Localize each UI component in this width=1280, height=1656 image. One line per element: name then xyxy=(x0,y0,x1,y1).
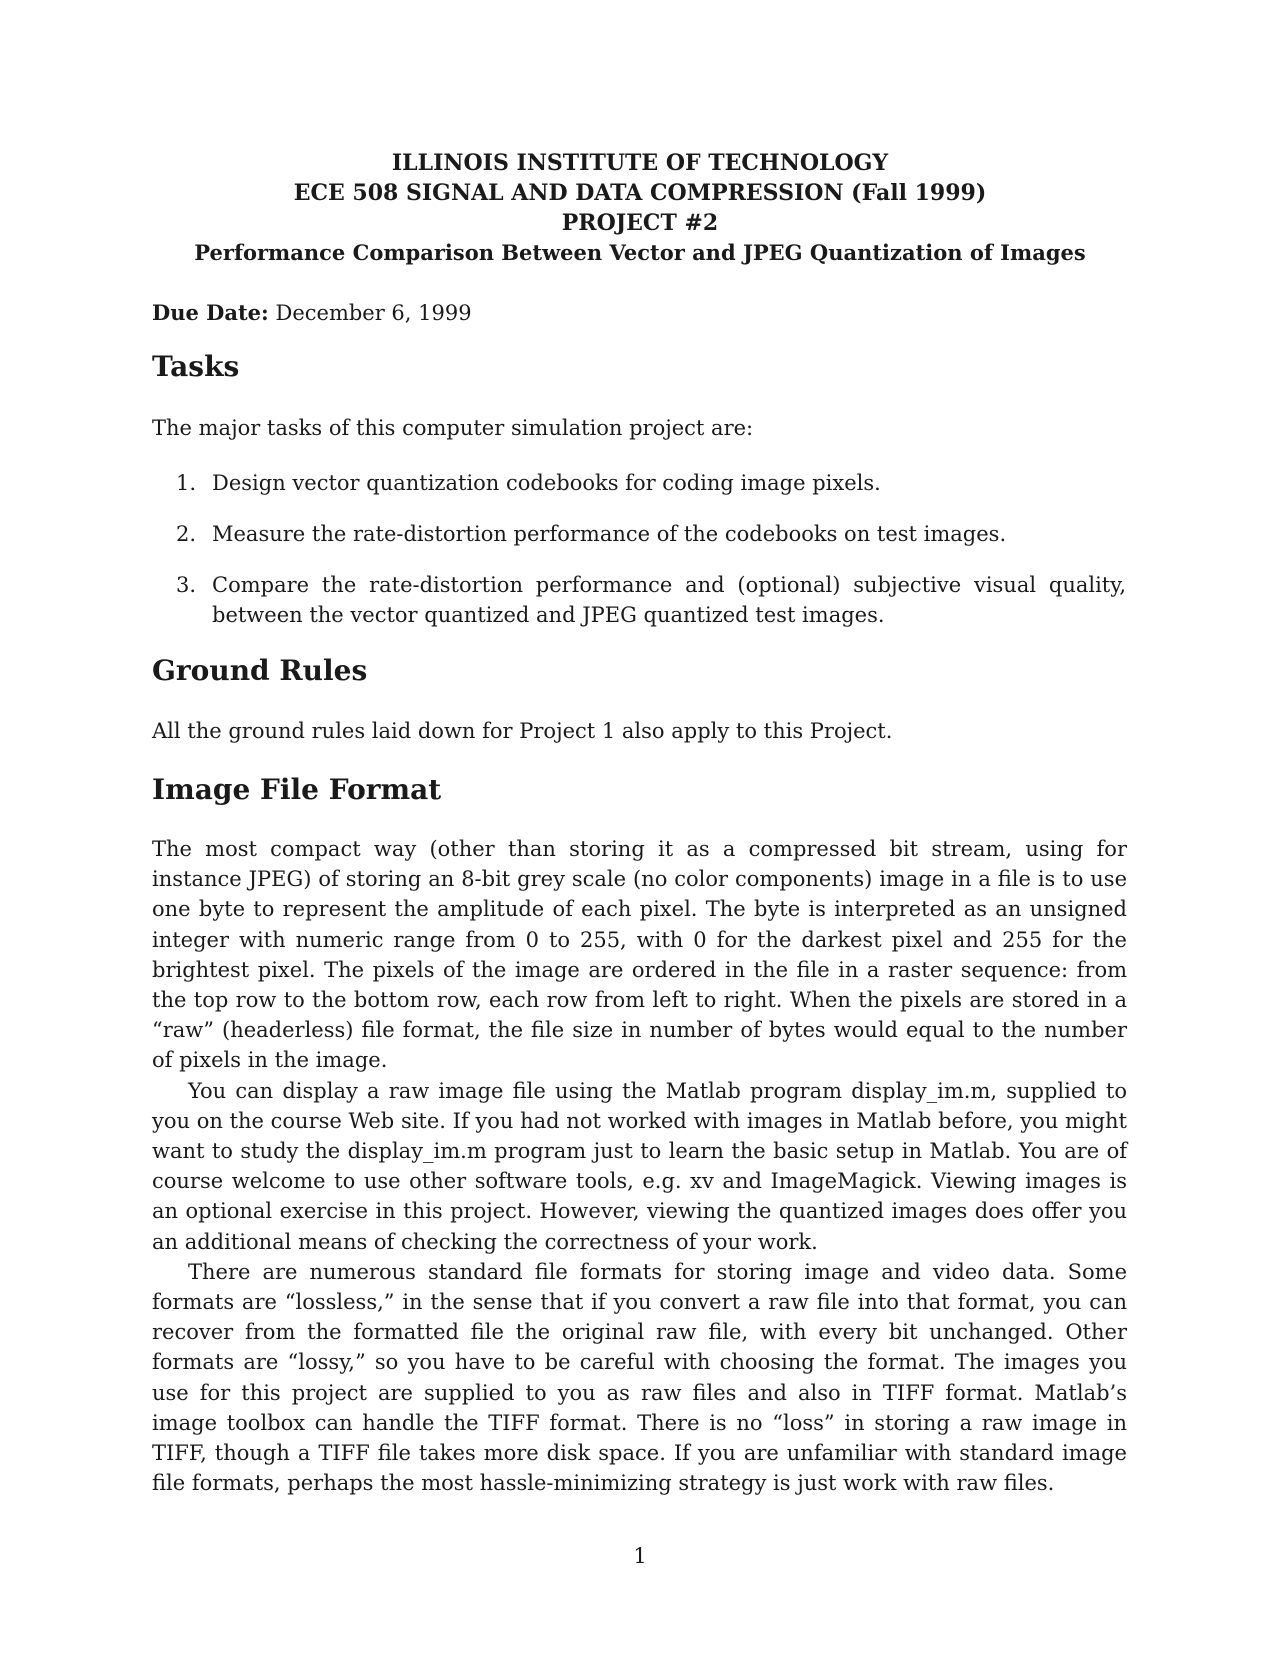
project-subtitle: Performance Comparison Between Vector and JPEG Quantization of Images xyxy=(194,240,1086,265)
tasks-intro: The major tasks of this computer simulation project are: xyxy=(152,416,754,440)
list-item xyxy=(176,570,1126,630)
list-item-number: 3. xyxy=(176,573,197,597)
list-item xyxy=(176,519,1126,549)
image-file-format-heading: Image File Format xyxy=(152,773,442,806)
ground-rules-text: All the ground rules laid down for Project 1 also apply to this Project. xyxy=(152,719,893,743)
list-item-number: 1. xyxy=(176,471,197,495)
due-date-value: December 6, 1999 xyxy=(275,301,472,325)
page-number: 1 xyxy=(633,1544,647,1568)
paragraph: There are numerous standard file formats for storing image and video data. Some formats are “lossless,” in the sense that if you convert a raw file into that format, you can recover from the formatted file the original raw file, with every bit unchanged. Other formats are “lossy,” so you have to be careful with choosing the format. The images you use for this project are supplied to you as raw files and also in TIFF format. Matlab’s image toolbox can handle the TIFF format. There is no “loss” in storing a raw image in TIFF, though a TIFF file takes more disk space. If you are unfamiliar with standard image file formats, perhaps the most hassle-minimizing strategy is just work with raw files. xyxy=(152,1259,1127,1496)
image-file-format-body xyxy=(152,834,1127,1498)
document-header xyxy=(140,148,1140,268)
due-date-label: Due Date: xyxy=(152,300,269,325)
list-item-text: Compare the rate-distortion performance and (optional) subjective visual quality, between the vector quantized and JPEG quantized test images. xyxy=(212,573,1126,627)
tasks-heading: Tasks xyxy=(152,350,240,383)
course-title: ECE 508 SIGNAL AND DATA COMPRESSION (Fall 1999) xyxy=(293,180,987,206)
list-item-number: 2. xyxy=(176,522,197,546)
project-number: PROJECT #2 xyxy=(561,210,719,236)
institution-name: ILLINOIS INSTITUTE OF TECHNOLOGY xyxy=(391,150,889,176)
list-item xyxy=(176,468,1126,498)
due-date xyxy=(152,300,472,325)
tasks-list xyxy=(176,468,1126,651)
ground-rules-heading: Ground Rules xyxy=(152,654,368,687)
paragraph: You can display a raw image file using the Matlab program display_im.m, supplied to you on the course Web site. If you had not worked with images in Matlab before, you might want to study the display_im.m program just to learn the basic setup in Matlab. You are of course welcome to use other software tools, e.g. xv and ImageMagick. Viewing images is an optional exercise in this project. However, viewing the quantized images does offer you an additional means of checking the correctness of your work. xyxy=(152,1078,1127,1254)
list-item-text: Measure the rate-distortion performance of the codebooks on test images. xyxy=(212,522,1007,546)
paragraph: The most compact way (other than storing it as a compressed bit stream, using for instance JPEG) of storing an 8-bit grey scale (no color components) image in a file is to use one byte to represent the amplitude of each pixel. The byte is interpreted as an unsigned integer with numeric range from 0 to 255, with 0 for the darkest pixel and 255 for the brightest pixel. The pixels of the image are ordered in the file in a raster sequence: from the top row to the bottom row, each row from left to right. When the pixels are stored in a “raw” (headerless) file format, the file size in number of bytes would equal to the number of pixels in the image. xyxy=(152,837,1127,1073)
list-item-text: Design vector quantization codebooks for coding image pixels. xyxy=(212,471,881,495)
